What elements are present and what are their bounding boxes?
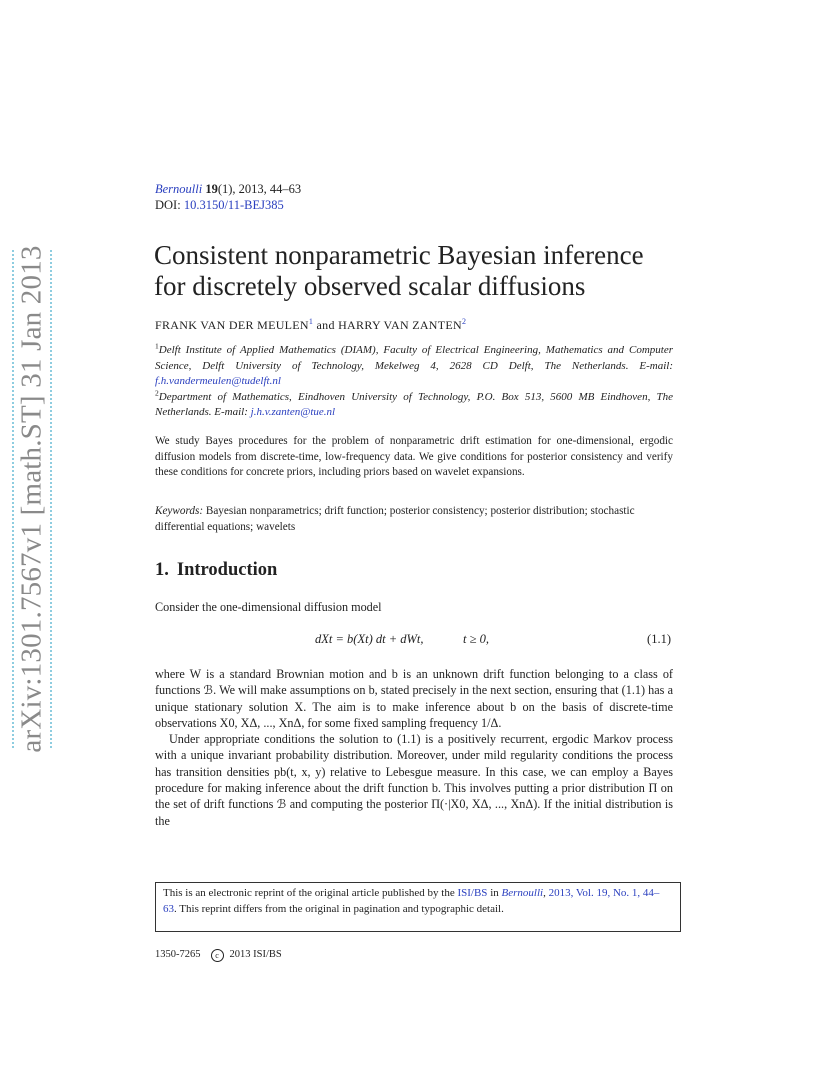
body-text [155, 666, 673, 829]
reprint-notice: This is an electronic reprint of the original article published by the ISI/BS in Bernoulli, 2013, Vol. 19, No. 1, 44–63. This reprint differs from the original in pagination and typographic detail. [155, 882, 681, 932]
paper-title [154, 240, 714, 302]
section-number: 1. [155, 560, 169, 580]
title-line-1: Consistent nonparametric Bayesian inference [154, 240, 644, 270]
reprint-journal-link[interactable]: Bernoulli [501, 887, 544, 899]
author-2: HARRY VAN ZANTEN [338, 318, 462, 332]
doi-label: DOI: [155, 198, 181, 212]
equation-number: (1.1) [647, 632, 671, 646]
arxiv-side-stamp [12, 245, 52, 753]
journal-volume: 19 [205, 182, 218, 196]
affiliation-1: $^1$Delft Institute of Applied Mathematics (DIAM), Faculty of Electrical Engineering, Mathematics and Computer Science, Delft University of Technology, Mekelweg 4, 2628 CD Delft, The Netherlands. E-mail: f.h.vandermeulen@tudelft.nl [155, 341, 673, 387]
equation-1-1 [155, 632, 673, 650]
copyright-text: 2013 ISI/BS [229, 949, 282, 960]
copyright-icon: c [211, 949, 224, 962]
arxiv-identifier: arXiv:1301.7567v1 [math.ST] 31 Jan 2013 [15, 245, 48, 753]
keywords-label: Keywords: [155, 505, 204, 517]
keywords-text: Bayesian nonparametrics; drift function; posterior consistency; posterior distribution; stochastic differential equations; wavelets [155, 505, 635, 533]
author-1: FRANK VAN DER MEULEN [155, 318, 309, 332]
author-2-affil-ref[interactable]: 2 [462, 317, 467, 326]
journal-issue-pages: (1), 2013, 44–63 [217, 182, 302, 196]
paragraph-2: Under appropriate conditions the solution to (1.1) is a positively recurrent, ergodic Markov process with a unique invariant probability distribution. Moreover, under mild regularity conditions the process has transition densities pb(t, x, y) relative to Lebesgue measure. In this case, we can employ a Bayes procedure for making inference about the drift function b. This involves putting a prior distribution Π on the set of drift functions ℬ and computing the posterior Π(·|X0, XΔ, ..., XnΔ). If the initial distribution is the [155, 732, 673, 828]
author-conjunction: and [316, 318, 335, 332]
journal-name-link[interactable]: Bernoulli [155, 182, 203, 196]
issn: 1350-7265 [155, 949, 201, 960]
publisher-link[interactable]: ISI/BS [457, 887, 488, 899]
doi-link[interactable]: 10.3150/11-BEJ385 [183, 198, 284, 212]
email-link-2[interactable]: j.h.v.zanten@tue.nl [250, 406, 336, 418]
affiliation-2: $^2$Department of Mathematics, Eindhoven University of Technology, P.O. Box 513, 5600 MB Eindhoven, The Netherlands. E-mail: j.h.v.zanten@tue.nl [155, 387, 673, 418]
abstract: We study Bayes procedures for the problem of nonparametric drift estimation for one-dimensional, ergodic diffusion models from discrete-time, low-frequency data. We give conditions for posterior consistency and verify these conditions for concrete priors, including priors based on wavelet expansions. [155, 435, 673, 479]
author-list [155, 318, 466, 333]
equation-condition: t ≥ 0, [463, 632, 489, 646]
section-title: Introduction [176, 560, 278, 580]
citation-link[interactable]: 2013, Vol. 19, No. 1, 44–63 [163, 887, 660, 915]
title-line-2: for discretely observed scalar diffusions [154, 271, 586, 301]
equation-body: dXt = b(Xt) dt + dWt, [315, 632, 424, 646]
email-link-1[interactable]: f.h.vandermeulen@tudelft.nl [155, 375, 281, 387]
footer-issn-copyright [155, 949, 282, 962]
paragraph-1: where W is a standard Brownian motion and b is an unknown drift function belonging to a class of functions ℬ. We will make assumptions on b, stated precisely in the next section, ensuring that (1.1) has a unique stationary solution X. The aim is to make inference about b on the basis of discrete-time observations X0, XΔ, ..., XnΔ, for some fixed sampling frequency 1/Δ. [155, 667, 673, 730]
affiliations [155, 343, 673, 421]
journal-header [155, 181, 301, 213]
section-heading [155, 560, 277, 581]
keywords [155, 504, 673, 535]
intro-sentence: Consider the one-dimensional diffusion model [155, 600, 382, 614]
author-1-affil-ref[interactable]: 1 [308, 317, 314, 326]
